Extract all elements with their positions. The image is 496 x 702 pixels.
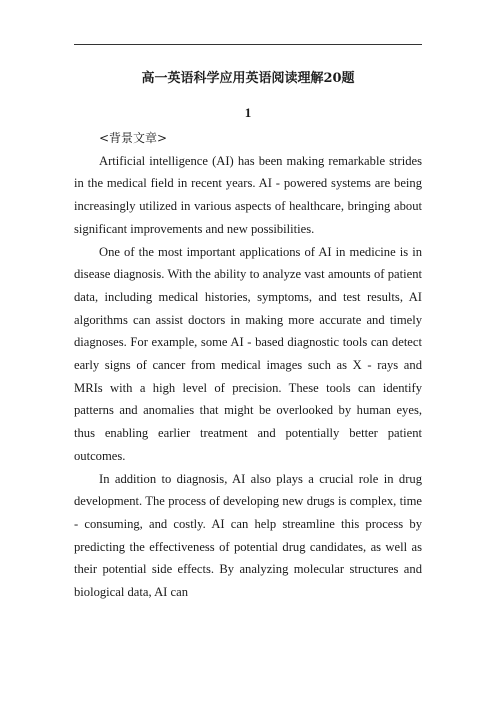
document-title: 高一英语科学应用英语阅读理解20题 [141,71,355,86]
article-body [74,127,422,604]
paragraph-1: Artificial intelligence (AI) has been making remarkable strides in the medical field in recent years. AI - powered systems are being increasingly utilized in various aspects of healthcare, bringing about significant improvements and new possibilities. [74,153,422,236]
paragraph-2: One of the most important applications of AI in medicine is in disease diagnosis. With the ability to analyze vast amounts of patient data, including medical histories, symptoms, and test results, AI algorithms can assist doctors in making more accurate and timely diagnoses. For example, some AI - based diagnostic tools can detect early signs of cancer from medical images such as X - rays and MRIs with a high level of precision. These tools can identify patterns and anomalies that might be overlooked by human eyes, thus enabling earlier treatment and potentially better patient outcomes. [74,244,422,463]
header-rule [74,44,422,45]
question-number: 1 [244,105,252,120]
section-label: <背景文章> [99,131,168,145]
paragraph-3: In addition to diagnosis, AI also plays a crucial role in drug development. The process of developing new drugs is complex, time - consuming, and costly. AI can help streamline this process by predicting the effectiveness of potential drug candidates, as well as their potential side effects. By analyzing molecular structures and biological data, AI can [74,471,422,600]
